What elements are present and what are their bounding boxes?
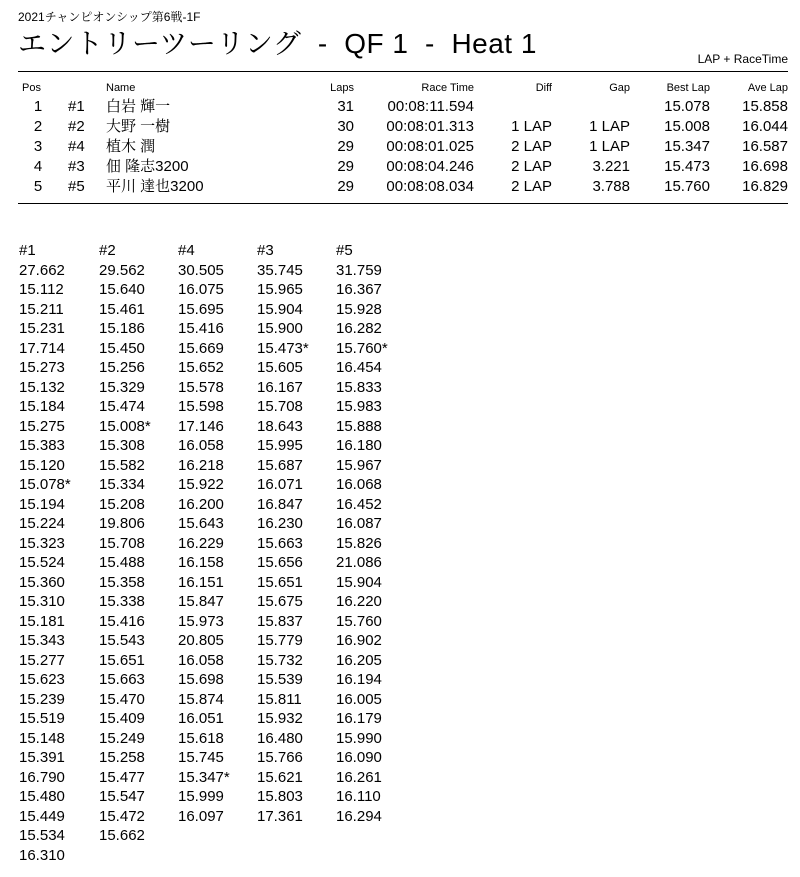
lap-time: 15.652 bbox=[178, 359, 224, 376]
result-driver-name: 植木 潤 bbox=[106, 138, 156, 155]
lap-time: 16.051 bbox=[178, 710, 224, 727]
lap-time: 15.181 bbox=[19, 612, 65, 630]
lap-time: 15.760* bbox=[336, 339, 388, 357]
lap-time: 15.578 bbox=[178, 378, 224, 396]
lap-time: 16.261 bbox=[336, 768, 382, 786]
lap-time: 15.409 bbox=[99, 710, 145, 727]
lap-time: 15.547 bbox=[99, 788, 145, 805]
result-best-lap: 15.347 bbox=[664, 138, 710, 155]
lap-time: 15.922 bbox=[178, 476, 224, 493]
lap-time: 15.621 bbox=[257, 768, 303, 786]
lap-time: 16.110 bbox=[336, 788, 381, 805]
lap-time: 15.708 bbox=[99, 534, 145, 552]
lap-time: 29.562 bbox=[99, 261, 145, 279]
lap-time: 15.995 bbox=[257, 437, 303, 454]
result-laps: 29 bbox=[337, 138, 354, 155]
lap-column-header: #5 bbox=[336, 242, 353, 259]
col-header-laps: Laps bbox=[330, 82, 354, 94]
lap-time: 16.220 bbox=[336, 593, 382, 610]
lap-time: 15.208 bbox=[99, 495, 145, 513]
lap-time: 15.132 bbox=[19, 378, 65, 396]
lap-time: 15.826 bbox=[336, 534, 382, 552]
lap-time: 15.120 bbox=[19, 456, 65, 474]
result-diff: 2 LAP bbox=[511, 178, 552, 195]
result-race-time: 00:08:08.034 bbox=[386, 178, 474, 195]
col-header-best-lap: Best Lap bbox=[666, 82, 710, 94]
result-best-lap: 15.008 bbox=[664, 118, 710, 135]
result-best-lap: 15.078 bbox=[664, 98, 710, 115]
lap-time: 15.256 bbox=[99, 359, 145, 376]
lap-time: 16.294 bbox=[336, 807, 382, 825]
lap-time: 15.675 bbox=[257, 593, 303, 610]
lap-time: 15.598 bbox=[178, 398, 224, 415]
lap-time: 15.900 bbox=[257, 320, 303, 337]
lap-time: 15.470 bbox=[99, 690, 145, 708]
report-mode: LAP + RaceTime bbox=[697, 52, 788, 66]
lap-time: 16.452 bbox=[336, 495, 382, 513]
result-row bbox=[0, 117, 800, 137]
result-pos: 1 bbox=[33, 98, 43, 115]
lap-time: 15.480 bbox=[19, 788, 65, 805]
result-diff: 1 LAP bbox=[511, 118, 552, 135]
col-header-diff: Diff bbox=[535, 82, 552, 94]
lap-time: 15.231 bbox=[19, 320, 65, 337]
result-gap: 3.221 bbox=[592, 158, 630, 175]
lap-time: 15.323 bbox=[19, 534, 65, 552]
lap-time: 16.218 bbox=[178, 456, 224, 474]
lap-time: 15.239 bbox=[19, 690, 65, 708]
result-ave-lap: 15.858 bbox=[742, 98, 788, 115]
lap-column-header: #4 bbox=[178, 242, 195, 259]
lap-time: 15.605 bbox=[257, 359, 303, 376]
lap-time: 15.967 bbox=[336, 456, 382, 474]
lap-time: 15.932 bbox=[257, 710, 303, 727]
result-best-lap: 15.760 bbox=[664, 178, 710, 195]
lap-time: 15.148 bbox=[19, 729, 65, 747]
lap-time: 16.790 bbox=[19, 768, 65, 786]
lap-time: 15.224 bbox=[19, 515, 65, 532]
results-header-row bbox=[0, 82, 800, 96]
lap-time: 16.090 bbox=[336, 749, 382, 766]
result-driver-name: 平川 達也3200 bbox=[106, 178, 204, 195]
lap-time: 16.068 bbox=[336, 476, 382, 493]
lap-time: 19.806 bbox=[99, 515, 145, 532]
lap-time: 20.805 bbox=[178, 632, 224, 649]
lap-time: 15.803 bbox=[257, 788, 303, 805]
result-laps: 30 bbox=[337, 118, 354, 135]
result-laps: 31 bbox=[337, 98, 354, 115]
lap-time: 15.539 bbox=[257, 671, 303, 688]
lap-time: 15.275 bbox=[19, 417, 65, 435]
result-diff: 2 LAP bbox=[511, 158, 552, 175]
lap-time: 15.663 bbox=[257, 534, 303, 552]
lap-column-header: #2 bbox=[99, 242, 116, 259]
result-row bbox=[0, 137, 800, 157]
lap-time: 15.534 bbox=[19, 827, 65, 844]
lap-time: 15.760 bbox=[336, 612, 382, 630]
lap-time: 15.965 bbox=[257, 281, 303, 298]
lap-time: 17.361 bbox=[257, 807, 303, 825]
lap-time: 15.640 bbox=[99, 281, 145, 298]
lap-time: 15.669 bbox=[178, 339, 224, 357]
lap-column bbox=[178, 241, 258, 826]
lap-time: 15.708 bbox=[257, 398, 303, 415]
lap-time: 15.338 bbox=[99, 593, 145, 610]
lap-column bbox=[19, 241, 99, 865]
report-subtitle: 2021チャンピオンシップ第6戦-1F bbox=[18, 10, 201, 24]
lap-time: 15.186 bbox=[99, 320, 145, 337]
lap-time: 21.086 bbox=[336, 554, 382, 571]
lap-time: 15.329 bbox=[99, 378, 145, 396]
lap-time: 15.732 bbox=[257, 651, 303, 669]
result-driver-name: 佃 隆志3200 bbox=[106, 158, 189, 175]
lap-time: 15.211 bbox=[19, 300, 64, 318]
result-pos: 5 bbox=[33, 178, 43, 195]
lap-time: 15.745 bbox=[178, 749, 224, 766]
lap-time: 16.282 bbox=[336, 320, 382, 337]
lap-time: 15.358 bbox=[99, 573, 145, 591]
lap-time: 16.151 bbox=[178, 573, 224, 591]
result-laps: 29 bbox=[337, 158, 354, 175]
result-car-number: #5 bbox=[68, 178, 85, 195]
lap-time: 15.416 bbox=[178, 320, 224, 337]
lap-time: 15.473* bbox=[257, 339, 309, 357]
lap-time: 15.277 bbox=[19, 651, 65, 669]
lap-time: 15.472 bbox=[99, 807, 145, 825]
result-row bbox=[0, 177, 800, 197]
lap-time: 15.833 bbox=[336, 378, 382, 396]
lap-time: 15.766 bbox=[257, 749, 303, 766]
result-pos: 2 bbox=[33, 118, 43, 135]
result-ave-lap: 16.587 bbox=[742, 138, 788, 155]
lap-time: 15.928 bbox=[336, 300, 382, 318]
lap-time: 16.194 bbox=[336, 671, 382, 688]
lap-time: 15.623 bbox=[19, 671, 65, 688]
lap-time: 16.310 bbox=[19, 846, 65, 864]
result-race-time: 00:08:11.594 bbox=[387, 98, 474, 115]
col-header-pos: Pos bbox=[22, 82, 41, 94]
lap-time: 17.714 bbox=[19, 339, 65, 357]
result-car-number: #2 bbox=[68, 118, 85, 135]
lap-time: 15.258 bbox=[99, 749, 145, 766]
lap-time: 15.698 bbox=[178, 671, 224, 688]
lap-time: 15.663 bbox=[99, 671, 145, 688]
result-gap: 1 LAP bbox=[589, 118, 630, 135]
report-title: エントリーツーリング - QF 1 - Heat 1 bbox=[18, 28, 537, 59]
lap-time: 15.651 bbox=[99, 651, 145, 669]
result-diff: 2 LAP bbox=[511, 138, 552, 155]
lap-time: 15.249 bbox=[99, 729, 145, 747]
lap-time: 16.087 bbox=[336, 515, 382, 532]
lap-time: 16.200 bbox=[178, 495, 224, 513]
lap-time: 16.167 bbox=[257, 378, 303, 396]
lap-time: 15.651 bbox=[257, 573, 303, 591]
lap-time: 15.334 bbox=[99, 476, 145, 493]
result-car-number: #4 bbox=[68, 138, 85, 155]
lap-time: 15.904 bbox=[257, 300, 303, 318]
lap-time: 16.005 bbox=[336, 690, 382, 708]
col-header-gap: Gap bbox=[609, 82, 630, 94]
lap-time: 16.158 bbox=[178, 554, 224, 571]
col-header-ave-lap: Ave Lap bbox=[747, 82, 788, 94]
lap-time: 16.097 bbox=[178, 807, 224, 825]
lap-time: 15.474 bbox=[99, 398, 145, 415]
result-driver-name: 白岩 輝一 bbox=[106, 98, 171, 115]
result-pos: 4 bbox=[33, 158, 43, 175]
lap-time: 16.229 bbox=[178, 534, 224, 552]
bottom-divider bbox=[18, 203, 788, 204]
lap-time: 15.687 bbox=[257, 456, 303, 474]
result-ave-lap: 16.698 bbox=[742, 158, 788, 175]
lap-time: 15.308 bbox=[99, 437, 145, 454]
lap-column-header: #1 bbox=[19, 242, 36, 259]
result-car-number: #1 bbox=[68, 98, 85, 115]
lap-time: 30.505 bbox=[178, 261, 224, 279]
result-laps: 29 bbox=[337, 178, 354, 195]
lap-time: 16.847 bbox=[257, 495, 303, 513]
lap-time: 15.008* bbox=[99, 417, 151, 435]
result-ave-lap: 16.044 bbox=[742, 118, 788, 135]
lap-time: 15.477 bbox=[99, 768, 145, 786]
result-row bbox=[0, 157, 800, 177]
result-driver-name: 大野 一樹 bbox=[106, 118, 171, 135]
lap-time: 16.902 bbox=[336, 632, 382, 649]
lap-time: 15.847 bbox=[178, 593, 224, 610]
lap-time: 15.078* bbox=[19, 476, 71, 493]
result-gap: 1 LAP bbox=[589, 138, 630, 155]
result-gap: 3.788 bbox=[592, 178, 630, 195]
lap-time: 15.449 bbox=[19, 807, 65, 825]
lap-time: 15.695 bbox=[178, 300, 224, 318]
lap-time: 15.874 bbox=[178, 690, 224, 708]
results-table bbox=[0, 82, 800, 197]
result-race-time: 00:08:01.025 bbox=[386, 138, 474, 155]
result-ave-lap: 16.829 bbox=[742, 178, 788, 195]
lap-time: 15.194 bbox=[19, 495, 65, 513]
lap-time: 15.273 bbox=[19, 359, 65, 376]
lap-time: 16.454 bbox=[336, 359, 382, 376]
col-header-race-time: Race Time bbox=[421, 82, 474, 94]
lap-time: 15.347* bbox=[178, 768, 230, 786]
lap-time: 15.999 bbox=[178, 788, 224, 805]
lap-time: 15.643 bbox=[178, 515, 224, 532]
lap-time: 18.643 bbox=[257, 417, 303, 435]
result-best-lap: 15.473 bbox=[664, 158, 710, 175]
lap-time: 35.745 bbox=[257, 261, 303, 279]
lap-time: 17.146 bbox=[178, 417, 224, 435]
lap-time: 15.837 bbox=[257, 612, 303, 630]
lap-time: 15.888 bbox=[336, 417, 382, 435]
lap-time: 15.488 bbox=[99, 554, 145, 571]
lap-column bbox=[99, 241, 179, 846]
lap-time: 15.450 bbox=[99, 339, 145, 357]
lap-time: 27.662 bbox=[19, 261, 65, 279]
lap-time: 15.416 bbox=[99, 612, 145, 630]
result-pos: 3 bbox=[33, 138, 43, 155]
lap-time: 15.519 bbox=[19, 710, 65, 727]
lap-time: 15.343 bbox=[19, 632, 65, 649]
lap-time: 15.461 bbox=[99, 300, 145, 318]
lap-time: 16.367 bbox=[336, 281, 382, 298]
lap-column bbox=[336, 241, 416, 826]
lap-time: 15.524 bbox=[19, 554, 65, 571]
lap-time: 15.973 bbox=[178, 612, 224, 630]
lap-time: 15.582 bbox=[99, 456, 145, 474]
lap-time: 15.983 bbox=[336, 398, 382, 415]
lap-time: 16.230 bbox=[257, 515, 303, 532]
lap-time: 15.990 bbox=[336, 729, 382, 747]
lap-time: 16.071 bbox=[257, 476, 303, 493]
lap-time: 15.310 bbox=[19, 593, 65, 610]
lap-column-header: #3 bbox=[257, 242, 274, 259]
lap-time: 16.205 bbox=[336, 651, 382, 669]
lap-time: 15.543 bbox=[99, 632, 145, 649]
lap-time: 16.179 bbox=[336, 710, 382, 727]
lap-time: 16.480 bbox=[257, 729, 303, 747]
result-race-time: 00:08:01.313 bbox=[386, 118, 474, 135]
top-divider bbox=[18, 71, 788, 72]
lap-time: 15.618 bbox=[178, 729, 224, 747]
lap-time: 15.656 bbox=[257, 554, 303, 571]
lap-time: 15.811 bbox=[257, 690, 302, 708]
lap-time: 16.058 bbox=[178, 651, 224, 669]
result-car-number: #3 bbox=[68, 158, 85, 175]
result-race-time: 00:08:04.246 bbox=[386, 158, 474, 175]
lap-time: 15.779 bbox=[257, 632, 303, 649]
lap-time: 16.075 bbox=[178, 281, 224, 298]
lap-time: 15.360 bbox=[19, 573, 65, 591]
lap-time: 15.391 bbox=[19, 749, 65, 766]
col-header-name: Name bbox=[106, 82, 136, 94]
lap-time: 15.112 bbox=[19, 281, 64, 298]
lap-time: 16.180 bbox=[336, 437, 382, 454]
lap-time: 15.184 bbox=[19, 398, 65, 415]
lap-time: 15.904 bbox=[336, 573, 382, 591]
lap-time: 15.662 bbox=[99, 827, 145, 844]
lap-column bbox=[257, 241, 337, 826]
lap-time: 31.759 bbox=[336, 261, 382, 279]
result-row bbox=[0, 97, 800, 117]
lap-time: 15.383 bbox=[19, 437, 65, 454]
lap-time: 16.058 bbox=[178, 437, 224, 454]
